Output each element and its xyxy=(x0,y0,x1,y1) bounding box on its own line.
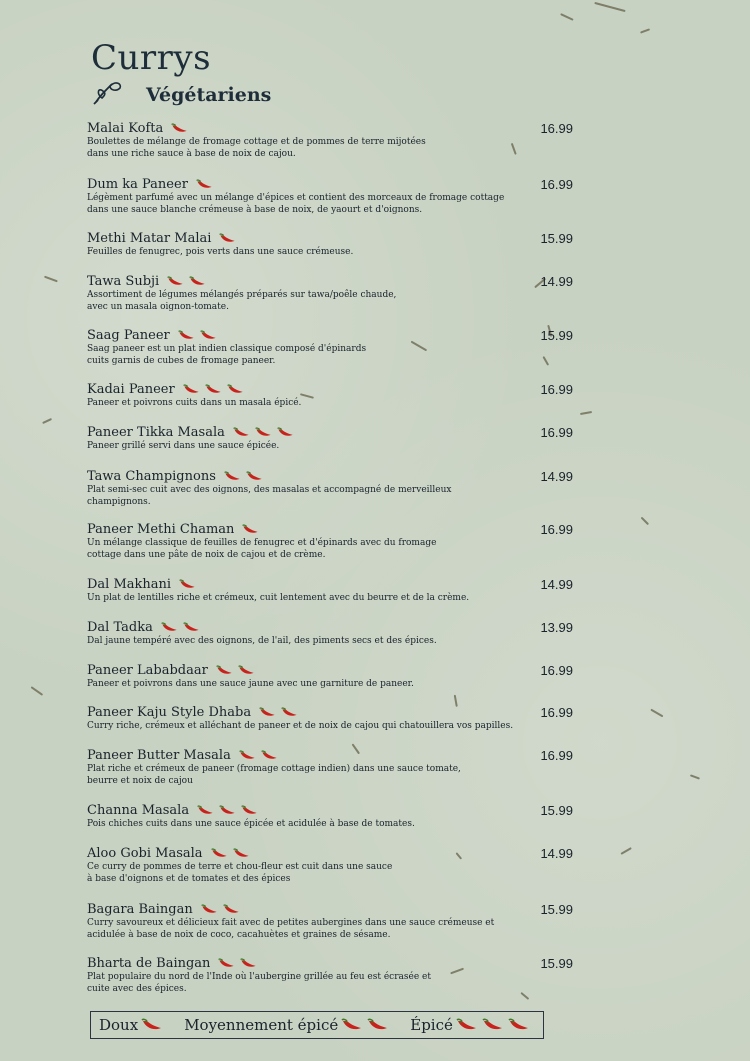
chili-pepper-icon xyxy=(366,1018,390,1032)
menu-item-header xyxy=(87,521,577,538)
chili-pepper-icon xyxy=(254,427,273,438)
chili-pepper-icon xyxy=(188,276,207,287)
chili-pepper-icon xyxy=(340,1018,364,1032)
spice-level xyxy=(241,524,260,535)
menu-item-description: Paneer et poivrons cuits dans un masala épicé. xyxy=(87,398,302,408)
page-title: Currys xyxy=(91,38,212,78)
spice-level xyxy=(166,276,207,287)
menu-item-description: Plat semi-sec cuit avec des oignons, des masalas et accompagné de merveilleux champignons. xyxy=(87,485,452,507)
menu-item-name: Paneer Tikka Masala xyxy=(87,425,225,440)
spice-level xyxy=(182,384,245,395)
menu-item xyxy=(87,802,577,831)
menu-item-price: 14.99 xyxy=(540,274,573,289)
menu-item-name: Paneer Methi Chaman xyxy=(87,522,235,537)
menu-item-price: 16.99 xyxy=(540,705,573,720)
menu-item xyxy=(87,176,577,216)
menu-item-description: Plat riche et crémeux de paneer (fromage cottage indien) dans une sauce tomate, beurre et noix de cajou xyxy=(87,764,461,786)
menu-item-price: 16.99 xyxy=(540,522,573,537)
chili-pepper-icon xyxy=(166,276,185,287)
menu-item xyxy=(87,230,577,259)
menu-item-name: Bagara Baingan xyxy=(87,902,193,917)
menu-item-description: Paneer grillé servi dans une sauce épicée. xyxy=(87,441,280,451)
menu-item-price: 13.99 xyxy=(540,620,573,635)
legend-entry xyxy=(99,1016,164,1034)
menu-item-price: 15.99 xyxy=(540,231,573,246)
chili-pepper-icon xyxy=(160,622,179,633)
menu-item-description: Un plat de lentilles riche et crémeux, cuit lentement avec du beurre et de la crème. xyxy=(87,593,470,603)
menu-item-description: Assortiment de légumes mélangés préparés sur tawa/poêle chaude, avec un masala oignon-tomate. xyxy=(87,290,397,312)
menu-item-name: Saag Paneer xyxy=(87,328,170,343)
chili-pepper-icon xyxy=(215,665,234,676)
menu-item-name: Dal Makhani xyxy=(87,577,172,592)
menu-item xyxy=(87,468,577,508)
menu-item-name: Bharta de Baingan xyxy=(87,956,211,971)
menu-item xyxy=(87,424,577,453)
spice-level xyxy=(223,471,264,482)
menu-item xyxy=(87,619,577,648)
spice-level xyxy=(195,179,214,190)
menu-item-description: Paneer et poivrons dans une sauce jaune avec une garniture de paneer. xyxy=(87,679,414,689)
leaf-icon xyxy=(92,78,124,106)
menu-item-header xyxy=(87,381,577,398)
menu-item-header xyxy=(87,120,577,137)
spice-level xyxy=(238,750,279,761)
spice-level xyxy=(178,579,197,590)
menu-item-price: 16.99 xyxy=(540,177,573,192)
menu-item-description: Feuilles de fenugrec, pois verts dans une sauce crémeuse. xyxy=(87,247,354,257)
menu-item xyxy=(87,381,577,410)
menu-item xyxy=(87,662,577,691)
spice-level xyxy=(200,904,241,915)
menu-item-name: Tawa Champignons xyxy=(87,469,216,484)
menu-item-description: Dal jaune tempéré avec des oignons, de l'ail, des piments secs et des épices. xyxy=(87,636,437,646)
menu-item-header xyxy=(87,176,577,193)
spice-level xyxy=(215,665,256,676)
menu-item-header xyxy=(87,704,577,721)
menu-item-header xyxy=(87,273,577,290)
menu-item-name: Paneer Butter Masala xyxy=(87,748,231,763)
menu-item-name: Malai Kofta xyxy=(87,121,164,136)
chili-pepper-icon xyxy=(240,805,259,816)
legend-label: Moyennement épicé xyxy=(184,1016,339,1034)
chili-pepper-icon xyxy=(178,579,197,590)
chili-pepper-icon xyxy=(238,750,257,761)
chili-pepper-icon xyxy=(232,427,251,438)
menu-item-header xyxy=(87,468,577,485)
menu-item-price: 16.99 xyxy=(540,425,573,440)
chili-pepper-icon xyxy=(222,904,241,915)
chili-pepper-icon xyxy=(245,471,264,482)
legend-spice-level xyxy=(140,1018,164,1032)
menu-item-name: Paneer Kaju Style Dhaba xyxy=(87,705,252,720)
legend-entry xyxy=(184,1016,390,1034)
menu-item-name: Kadai Paneer xyxy=(87,382,175,397)
menu-item xyxy=(87,704,577,733)
menu-item-price: 16.99 xyxy=(540,382,573,397)
spice-level xyxy=(232,427,295,438)
chili-pepper-icon xyxy=(196,805,215,816)
chili-pepper-icon xyxy=(140,1018,164,1032)
menu-item-description: Boulettes de mélange de fromage cottage et de pommes de terre mijotées dans une riche sauce à base de noix de cajou. xyxy=(87,137,426,159)
chili-pepper-icon xyxy=(260,750,279,761)
menu-item-description: Curry riche, crémeux et alléchant de paneer et de noix de cajou qui chatouillera vos papilles. xyxy=(87,721,514,731)
menu-item-price: 15.99 xyxy=(540,328,573,343)
menu-item xyxy=(87,901,577,941)
menu-item-description: Curry savoureux et délicieux fait avec de petites aubergines dans une sauce crémeuse et acidulée à base de noix de coco, cacahuètes et graines de sésame. xyxy=(87,918,495,940)
spice-level xyxy=(160,622,201,633)
chili-pepper-icon xyxy=(455,1018,479,1032)
menu-item-price: 15.99 xyxy=(540,803,573,818)
menu-item-price: 14.99 xyxy=(540,469,573,484)
page-subtitle: Végétariens xyxy=(146,84,272,106)
menu-item-header xyxy=(87,845,577,862)
menu-item-header xyxy=(87,747,577,764)
menu-item-name: Dum ka Paneer xyxy=(87,177,188,192)
spice-level xyxy=(258,707,299,718)
menu-item-name: Tawa Subji xyxy=(87,274,160,289)
menu-item-header xyxy=(87,619,577,636)
menu-item-name: Aloo Gobi Masala xyxy=(87,846,203,861)
chili-pepper-icon xyxy=(200,904,219,915)
chili-pepper-icon xyxy=(195,179,214,190)
chili-pepper-icon xyxy=(217,958,236,969)
chili-pepper-icon xyxy=(280,707,299,718)
menu-item-price: 16.99 xyxy=(540,663,573,678)
menu-item-description: Pois chiches cuits dans une sauce épicée et acidulée à base de tomates. xyxy=(87,819,415,829)
menu-item-description: Saag paneer est un plat indien classique composé d'épinards cuits garnis de cubes de fromage paneer. xyxy=(87,344,367,366)
menu-item xyxy=(87,845,577,885)
menu-item-price: 15.99 xyxy=(540,902,573,917)
menu-item xyxy=(87,273,577,313)
chili-pepper-icon xyxy=(237,665,256,676)
spice-level xyxy=(196,805,259,816)
menu-item-price: 14.99 xyxy=(540,577,573,592)
menu-item xyxy=(87,576,577,605)
chili-pepper-icon xyxy=(507,1018,531,1032)
menu-item-description: Un mélange classique de feuilles de fenugrec et d'épinards avec du fromage cottage dans une pâte de noix de cajou et de crème. xyxy=(87,538,437,560)
menu-item xyxy=(87,120,577,160)
chili-pepper-icon xyxy=(199,330,218,341)
menu-item-price: 15.99 xyxy=(540,956,573,971)
menu-item-name: Dal Tadka xyxy=(87,620,153,635)
chili-pepper-icon xyxy=(204,384,223,395)
menu-item-header xyxy=(87,955,577,972)
menu-item xyxy=(87,327,577,367)
menu-item-description: Plat populaire du nord de l'Inde où l'aubergine grillée au feu est écrasée et cuite avec des épices. xyxy=(87,972,431,994)
menu-item xyxy=(87,521,577,561)
legend-spice-level xyxy=(455,1018,531,1032)
menu-item-price: 16.99 xyxy=(540,121,573,136)
menu-item-header xyxy=(87,802,577,819)
chili-pepper-icon xyxy=(182,384,201,395)
spice-legend xyxy=(90,1011,544,1039)
chili-pepper-icon xyxy=(241,524,260,535)
chili-pepper-icon xyxy=(276,427,295,438)
menu-item-price: 16.99 xyxy=(540,748,573,763)
chili-pepper-icon xyxy=(182,622,201,633)
spice-level xyxy=(210,848,251,859)
spice-level xyxy=(170,123,189,134)
menu-item xyxy=(87,747,577,787)
chili-pepper-icon xyxy=(170,123,189,134)
menu-item-name: Methi Matar Malai xyxy=(87,231,212,246)
menu-item xyxy=(87,955,577,995)
chili-pepper-icon xyxy=(177,330,196,341)
menu-item-header xyxy=(87,576,577,593)
spice-level xyxy=(217,958,258,969)
legend-label: Doux xyxy=(99,1016,139,1034)
chili-pepper-icon xyxy=(223,471,242,482)
menu-item-price: 14.99 xyxy=(540,846,573,861)
chili-pepper-icon xyxy=(218,233,237,244)
menu-item-header xyxy=(87,901,577,918)
chili-pepper-icon xyxy=(481,1018,505,1032)
legend-spice-level xyxy=(340,1018,390,1032)
menu-item-header xyxy=(87,230,577,247)
menu-item-description: Légèment parfumé avec un mélange d'épices et contient des morceaux de fromage cottage dans une sauce blanche crémeuse à base de noix, de yaourt et d'oignons. xyxy=(87,193,505,215)
chili-pepper-icon xyxy=(232,848,251,859)
chili-pepper-icon xyxy=(258,707,277,718)
spice-level xyxy=(218,233,237,244)
spice-level xyxy=(177,330,218,341)
legend-label: Épicé xyxy=(410,1016,453,1034)
chili-pepper-icon xyxy=(226,384,245,395)
menu-item-name: Channa Masala xyxy=(87,803,190,818)
chili-pepper-icon xyxy=(218,805,237,816)
menu-item-header xyxy=(87,424,577,441)
chili-pepper-icon xyxy=(239,958,258,969)
menu-item-header xyxy=(87,327,577,344)
menu-item-description: Ce curry de pommes de terre et chou-fleur est cuit dans une sauce à base d'oignons et de tomates et des épices xyxy=(87,862,393,884)
menu-item-header xyxy=(87,662,577,679)
menu-item-name: Paneer Lababdaar xyxy=(87,663,208,678)
chili-pepper-icon xyxy=(210,848,229,859)
legend-entry xyxy=(410,1016,531,1034)
